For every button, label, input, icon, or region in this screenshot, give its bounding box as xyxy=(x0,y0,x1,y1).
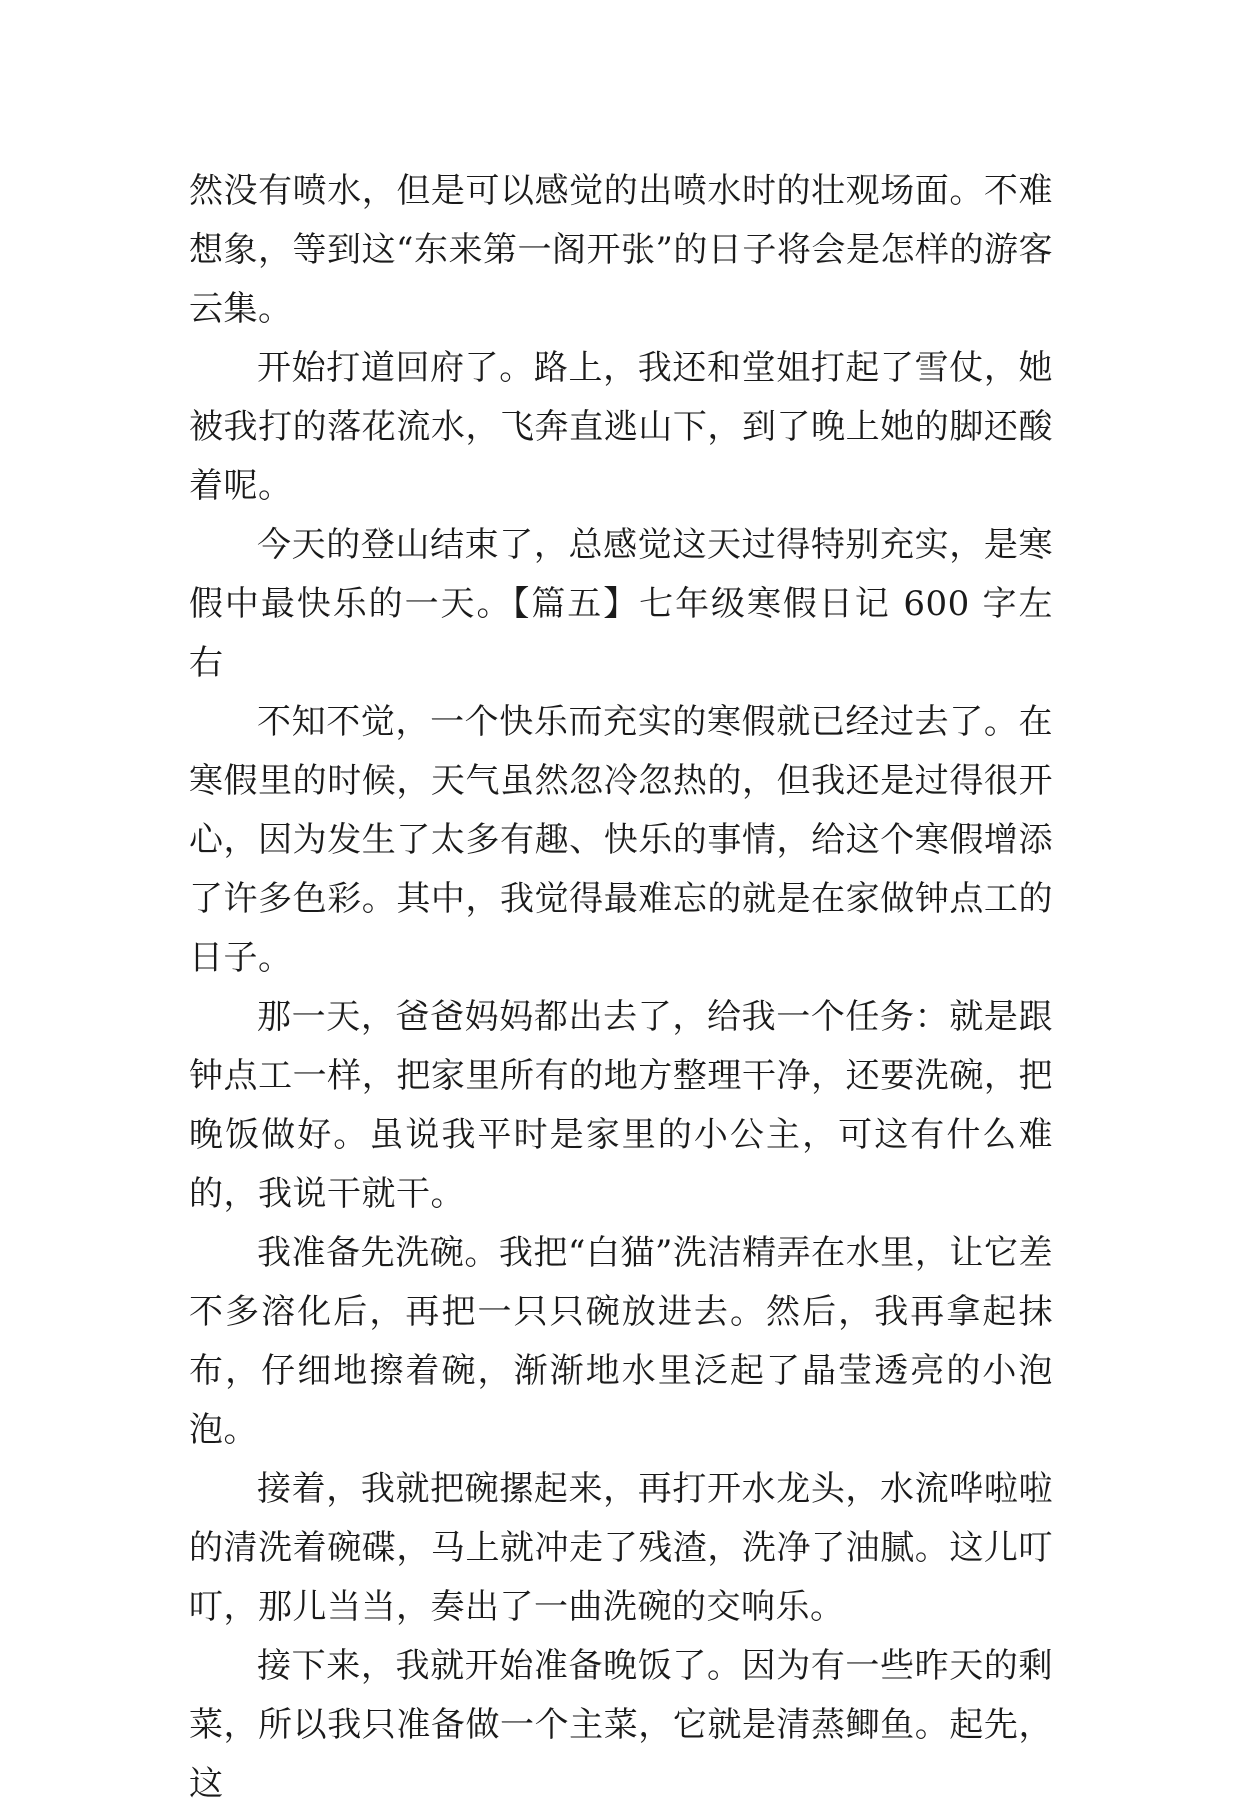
paragraph: 接着，我就把碗摞起来，再打开水龙头，水流哗啦啦的清洗着碗碟，马上就冲走了残渣，洗净了油腻。这儿叮叮，那儿当当，奏出了一曲洗碗的交响乐。 xyxy=(189,1469,1053,1627)
document-body xyxy=(189,162,1053,1814)
paragraph: 接下来，我就开始准备晚饭了。因为有一些昨天的剩菜，所以我只准备做一个主菜，它就是清蒸鲫鱼。起先，这 xyxy=(189,1646,1053,1804)
paragraph: 开始打道回府了。路上，我还和堂姐打起了雪仗，她被我打的落花流水，飞奔直逃山下，到了晚上她的脚还酸着呢。 xyxy=(189,348,1053,506)
paragraph: 那一天，爸爸妈妈都出去了，给我一个任务：就是跟钟点工一样，把家里所有的地方整理干净，还要洗碗，把晚饭做好。虽说我平时是家里的小公主，可这有什么难的，我说干就干。 xyxy=(189,997,1053,1214)
paragraph: 我准备先洗碗。我把“白猫”洗洁精弄在水里，让它差不多溶化后，再把一只只碗放进去。然后，我再拿起抹布，仔细地擦着碗，渐渐地水里泛起了晶莹透亮的小泡泡。 xyxy=(189,1233,1053,1450)
paragraph: 然没有喷水，但是可以感觉的出喷水时的壮观场面。不难想象，等到这“东来第一阁开张”的日子将会是怎样的游客云集。 xyxy=(189,171,1053,329)
paragraph: 不知不觉，一个快乐而充实的寒假就已经过去了。在寒假里的时候，天气虽然忽冷忽热的，但我还是过得很开心，因为发生了太多有趣、快乐的事情，给这个寒假增添了许多色彩。其中，我觉得最难忘的就是在家做钟点工的日子。 xyxy=(189,702,1053,978)
paragraph: 今天的登山结束了，总感觉这天过得特别充实，是寒假中最快乐的一天。【篇五】七年级寒假日记 600 字左右 xyxy=(189,525,1053,683)
